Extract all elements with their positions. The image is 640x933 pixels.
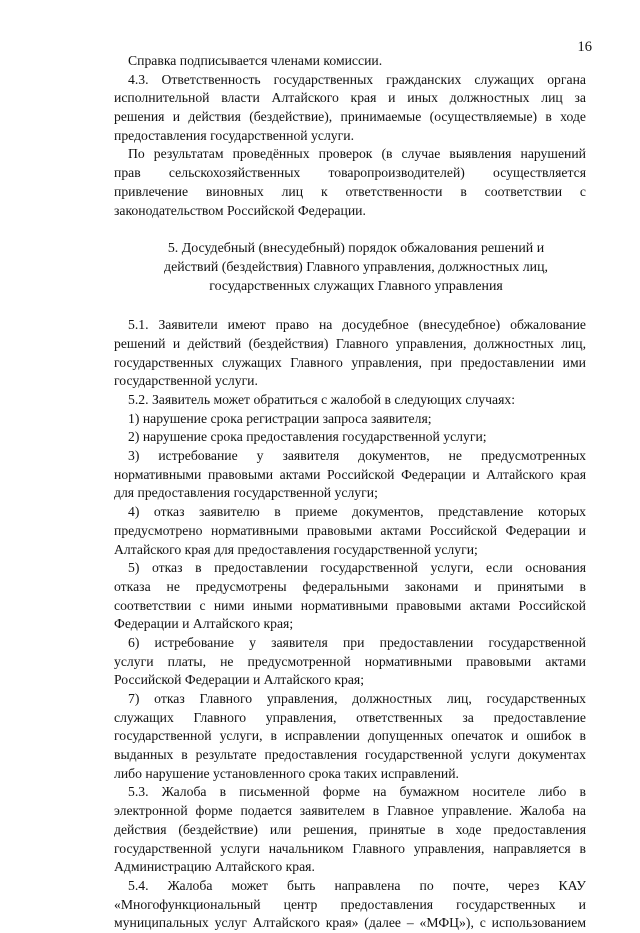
block2-line: для предоставления государственной услуги; <box>114 485 378 501</box>
block2-line: нормативными правовыми актами Российской Федерации и Алтайского края <box>114 466 586 482</box>
heading-line: государственных служащих Главного управления <box>209 278 503 294</box>
block2-line: выданных в результате предоставления государственной услуги документах <box>114 747 586 763</box>
block1-line: исполнительной власти Алтайского края и иных должностных лиц за <box>114 90 586 106</box>
block1-line: привлечение виновных лиц к ответственности в соответствии с <box>114 183 586 199</box>
block2-line: Федерации и Алтайского края; <box>114 616 294 632</box>
block2-line: 7) отказ Главного управления, должностных лиц, государственных <box>128 691 586 706</box>
block2-line: соответствии с ними иными нормативными правовыми актами Российской <box>114 597 586 613</box>
block2-line: 6) истребование у заявителя при предоставлении государственной <box>128 634 586 650</box>
heading-line: действий (бездействия) Главного управления, должностных лиц, <box>164 259 548 275</box>
block2-line: 5.3. Жалоба в письменной форме на бумажном носителе либо в <box>128 784 586 800</box>
block1-line: Справка подписывается членами комиссии. <box>128 53 383 68</box>
heading-line: 5. Досудебный (внесудебный) порядок обжалования решений и <box>167 241 545 257</box>
block1-line: предоставления государственной услуги. <box>114 127 354 143</box>
block2-line: служащих Главного управления, ответственных за предоставление <box>114 709 586 725</box>
block2-line: 1) нарушение срока регистрации запроса заявителя; <box>128 410 432 426</box>
block2-line: 2) нарушение срока предоставления государственной услуги; <box>128 429 487 445</box>
page-number: 16 <box>577 39 592 55</box>
block2-line: 5.1. Заявители имеют право на досудебное (внесудебное) обжалование <box>128 317 586 333</box>
section-5-block <box>114 316 586 933</box>
block2-line: государственной услуги, в исправлении допущенных опечаток и ошибок в <box>114 728 586 744</box>
section-5-heading <box>114 240 586 296</box>
block2-line: Российской Федерации и Алтайского края; <box>114 672 365 688</box>
block1-line: прав сельскохозяйственных товаропроизводителей) осуществляется <box>114 165 586 181</box>
block2-line: 4) отказ заявителю в приеме документов, представление которых <box>128 504 586 520</box>
block2-line: Алтайского края для предоставления государственной услуги; <box>114 541 478 557</box>
block2-line: «Многофункциональный центр предоставления государственных и <box>114 896 586 912</box>
block2-line: муниципальных услуг Алтайского края» (далее – «МФЦ»), с использованием <box>114 915 586 931</box>
block2-line: электронной форме подается заявителем в Главное управление. Жалоба на <box>114 803 586 819</box>
block1-line: По результатам проведённых проверок (в случае выявления нарушений <box>128 146 586 162</box>
block1-line: решения и действия (бездействие), принимаемые (осуществляемые) в ходе <box>114 109 586 125</box>
block2-line: 5.4. Жалоба может быть направлена по почте, через КАУ <box>128 877 586 893</box>
block2-line: государственной услуги. <box>114 373 258 389</box>
block2-line: действия (бездействие) или решения, принятые в ходе предоставления <box>114 821 586 837</box>
block2-line: 3) истребование у заявителя документов, не предусмотренных <box>128 448 586 464</box>
block1-line: законодательством Российской Федерации. <box>114 202 366 218</box>
document-body <box>114 52 586 933</box>
block2-line: 5) отказ в предоставлении государственной услуги, если основания <box>128 560 586 576</box>
block2-line: государственной услуги начальником Главного управления, направляется в <box>114 840 586 856</box>
block2-line: решений и действий (бездействия) Главного управления, должностных лиц, <box>114 335 586 351</box>
block2-line: отказа не предусмотрены федеральными законами и принятыми в <box>114 578 586 594</box>
block2-line: предусмотрено нормативными правовыми актами Российской Федерации и <box>114 522 586 538</box>
block2-line: услуги платы, не предусмотренной нормативными правовыми актами <box>114 653 586 669</box>
block2-line: Администрацию Алтайского края. <box>114 859 315 875</box>
section-4-3-block <box>114 52 586 220</box>
block2-line: 5.2. Заявитель может обратиться с жалобой в следующих случаях: <box>128 392 516 407</box>
block1-line: 4.3. Ответственность государственных гражданских служащих органа <box>128 71 586 87</box>
block2-line: государственных служащих Главного управления, при предоставлении ими <box>114 354 586 370</box>
block2-line: либо нарушение установленного срока таких исправлений. <box>114 765 459 781</box>
